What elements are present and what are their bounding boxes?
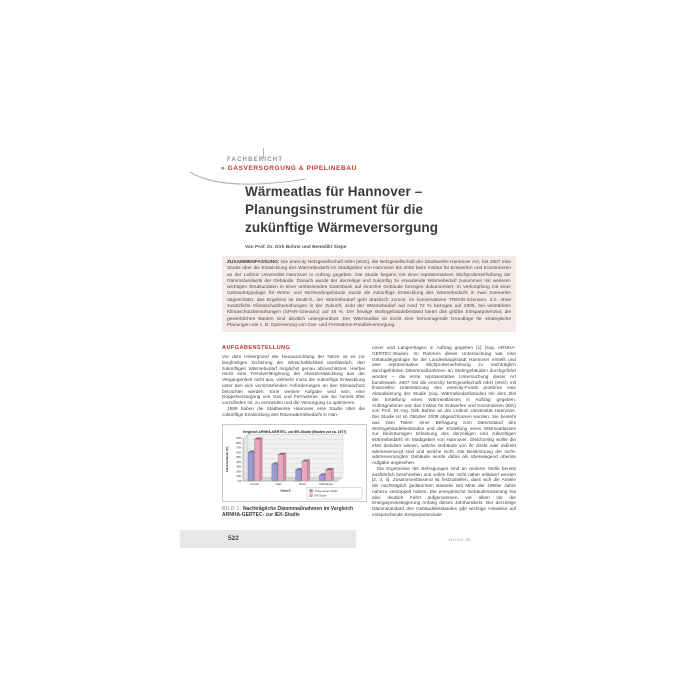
- article-title: [245, 183, 500, 237]
- title-line-2: Planungsinstrument für die: [245, 202, 424, 217]
- legend-swatch: [310, 489, 313, 492]
- bar: [278, 455, 284, 481]
- chart-ytick-label: 60%: [236, 451, 242, 455]
- legend-swatch: [310, 494, 313, 497]
- abstract-label: ZUSAMMENFASSUNG:: [227, 260, 280, 265]
- bild1-bar-chart: [223, 425, 366, 501]
- title-line-1: Wärmeatlas für Hannover –: [245, 184, 423, 199]
- page-number: 522: [228, 535, 239, 542]
- body-paragraph: 1989 haben die Stadtwerke Hannover eine Studie über die zukünftige Entwicklung des Raumwärmebedarfs in Han-: [222, 405, 365, 417]
- bar: [326, 470, 332, 481]
- figure-caption-label: BILD 1:: [222, 506, 242, 512]
- chart-category-label: Dach: [275, 483, 282, 486]
- chart-ytick-label: 10%: [236, 475, 242, 479]
- figure-bild1: [222, 424, 367, 502]
- legend-label: IEK-Studie: [314, 494, 327, 498]
- kicker-label: FACHBERICHT: [227, 157, 284, 163]
- section-label: » GASVERSORGUNG & PIPELINEBAU: [221, 165, 357, 172]
- chart-ytick-label: 20%: [236, 470, 242, 474]
- bar: [296, 470, 302, 481]
- bar-side: [284, 453, 287, 481]
- body-paragraph: Vor dem Hintergrund der Neuausrichtung der Netze ist es zur langfristigen Sicherung der Wirtschaftlichkeit unerlässlich, den zukünftigen Wärmebedarf möglichst genau abzuschätzen. Hierbei reicht eine Trendverlängerung der Absatzentwicklung aus der Vergangenheit nicht aus, vielmehr muss die zukünftige Entwicklung unter den sich verschärfenden Anforderungen an den Klimaschutz betrachtet werden. Eine weitere Aufgabe wird sein, eine Doppelversorgung von Gas und Fernwärme, wie sie zurzeit öfter vorzufinden ist, zu vermeiden und die Versorgung zu optimieren.: [222, 354, 365, 405]
- right-column: [372, 345, 516, 518]
- section-heading: AUFGABENSTELLUNG: [222, 345, 291, 351]
- figure-caption: [222, 506, 367, 518]
- figure-caption-text: Nachträgliche Dämmmaßnahmen im Vergleich ARNHA-GERTEC- zur IEK-Studie: [222, 506, 354, 519]
- chart-xlabel: Bauteil: [280, 488, 291, 493]
- body-paragraph: Die Ergebnisse der Befragungen sind an anderer Stelle bereits ausführlich beschrieben und sollen hier nicht näher erläutert werden [2, 3, 4]. Zusammenfassend ist festzustellen, dass sich die Anteile der nachträglich gedämmten Bauteile seit Mitte der 1990er Jahre nahezu verdoppelt haben. Die energetische Gebäudesanierung hat also deutlich Fahrt aufgenommen, vor allem mit der Energiepreissteigerung Anfang dieses Jahrhunderts. Der derzeitige Dämmstandard des Gebäudebestandes gibt wichtige Hinweise auf entsprechende Einsparpotenziale: [372, 465, 516, 517]
- chart-ytick-label: 30%: [236, 465, 242, 469]
- bar: [302, 461, 308, 481]
- chart-left-wall: [243, 435, 248, 482]
- abstract-box: [222, 256, 516, 332]
- bar: [254, 439, 259, 481]
- title-line-3: zukünftige Wärmeversorgung: [245, 220, 439, 235]
- bar-side: [260, 438, 263, 481]
- abstract-body: Die enercity Netzgesellschaft mbH (eNG), die Netzgesellschaft der Stadtwerke Hannover AG, hat 2007 eine Studie über die Entwicklung des Wärmebedarfs im Stadtgebiet von Hannover bis 2050 beim Institut für Entwerfen und Konstruieren an der Leibniz Universität Hannover in Auftrag gegeben. Die Studie begann mit einer repräsentativen Stichprobenerhebung der Dämmstandards der Gebäude. Danach wurde der derzeitige und zukünftig zu erwartende Wärmebedarf zusammen mit weiteren wichtigen Strukturdaten in einer umfassenden Datenbank auf einzelne Gebäude bezogen dokumentiert. In Verknüpfung mit einer Gebäudetypologie für Wohn- und Nichtwohngebäude wurde die zukünftige Entwicklung des Wärmebedarfs in zwei Szenarien abgeschätzt, das Ergebnis ist deutlich, der Wärmebedarf geht drastisch zurück: im konservativen TREND-Szenario, d.h. ohne zusätzliche Klimaschutzbemühungen in der Zukunft, sinkt der Wärmebedarf auf rund 72 % bezogen auf 2005, bei verstärkten Klimaschutzbemühungen (SPAR-Szenario) auf 45 %. Der heutige Wohngebäudebestand bietet das größte Einsparpotenzial, die gewerblichen Bauten sind deutlich untergeordnet. Der Wärmeatlas ist somit eine hervorragende Grundlage für strategische Planungen wie z. B. Optimierung von Gas- und Fernwärme-Parallelversorgung.: [227, 260, 511, 328]
- left-column: [222, 345, 365, 417]
- chart-category-label: Kellerdecke: [319, 483, 333, 486]
- chart-ylabel: Anteil Gebäude [%]: [225, 446, 229, 473]
- bar: [272, 464, 278, 481]
- journal-footer: 11/2011 3R: [448, 537, 472, 542]
- chart-category-label: Wand: [299, 483, 306, 486]
- article-page: [180, 85, 520, 615]
- abstract-text: [227, 260, 511, 329]
- chart-ytick-label: 50%: [236, 456, 242, 460]
- chart-title: Vergleich ARNHA-GERTEC- zur IEK-Studie (Bauten vor ca. 1977): [242, 430, 347, 434]
- bar: [248, 452, 254, 481]
- chart-category-label: Fenster: [250, 483, 260, 486]
- chart-ytick-label: 0%: [237, 480, 242, 483]
- chart-ytick-label: 80%: [236, 441, 242, 445]
- footer-strip: [180, 530, 356, 548]
- chart-ytick-label: 70%: [236, 446, 242, 450]
- chart-ytick-label: 90%: [236, 437, 242, 440]
- chart-ytick-label: 40%: [236, 460, 242, 464]
- bar-side: [331, 468, 334, 481]
- byline: Von Prof. Dr. Dirk Bohne und Benedikt Siepe: [245, 245, 347, 250]
- legend-label: Arnha-Gertec-Studie: [314, 489, 338, 493]
- body-paragraph: nover und Langenhagen in Auftrag gegeben [1] (sog. ARNHA-GERTEC-Studie). Im Rahmen dieser Untersuchung war eine Gebäudetypologie für die Landeshauptstadt Hannover erstellt und eine repräsentative Stichprobenerhebung zu nachträglich durchgeführten Dämmmaßnahmen an Wohngebäuden durchgeführt worden – die erste repräsentative Untersuchung dieser Art bundesweit. 2007 hat die enercity Netzgesellschaft mbH (eNG) mit finanzieller Unterstützung des enercity-Fonds proKlima eine Aktualisierung der Studie (sog. Wärmebedarfsstudie) mit dem Ziel der Erstellung eines Wärmeatlasses in Auftrag gegeben. Auftragnehmer war das Institut für Entwerfen und Konstruieren (IEK) von Prof. Dr.-Ing. Dirk Bohne an der Leibniz Universität Hannover. Die Studie ist im Oktober 2009 abgeschlossen worden. Sie besteht aus zwei Teilen: einer Befragung zum Dämmstand des Wohngebäudebestandes und der Erstellung eines Wärmeatlasses zur kleinräumigen Erfassung des derzeitigen und zukünftigen Wärmebedarfs im Stadtgebiet von Hannover. Gleichzeitig wollte die eNG dezidiert wissen, welche Gebäude von ihr direkt oder indirekt wärmeversorgt sind und welche nicht. Die Bestimmung der nicht-wärmeversorgten Gebäude wurde dabei als überwiegend oberste Aufgabe angesehen.: [372, 345, 516, 465]
- bar: [319, 475, 325, 481]
- bar-side: [307, 460, 310, 481]
